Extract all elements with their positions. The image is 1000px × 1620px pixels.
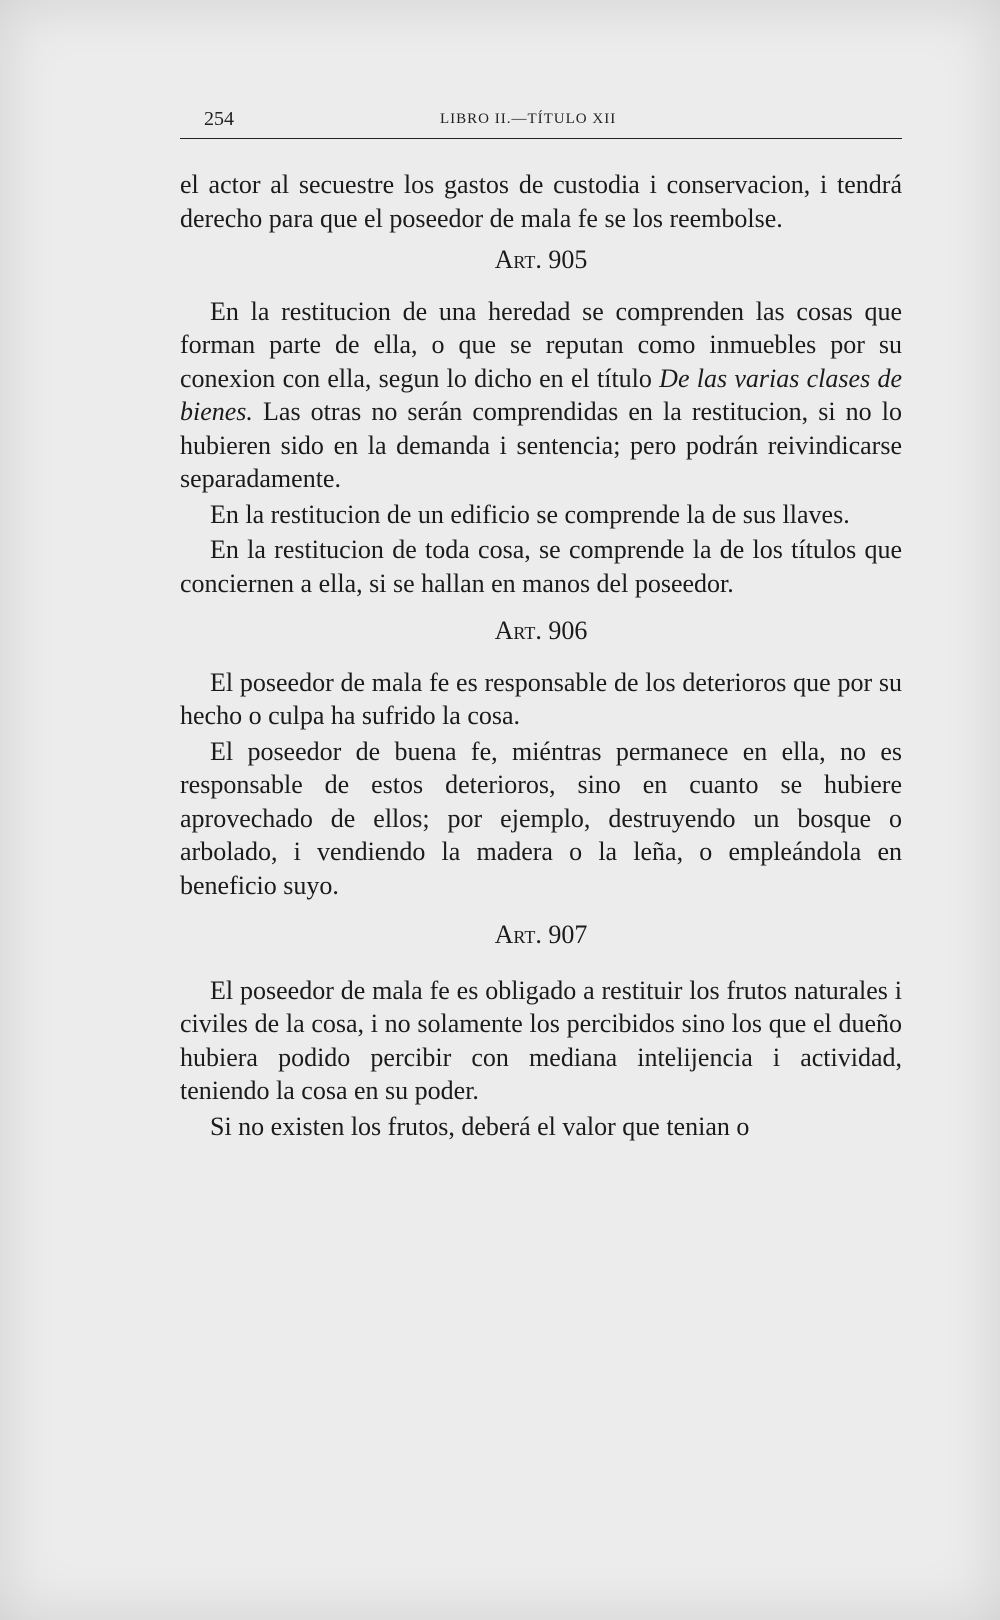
article-label: Art. [494, 245, 542, 274]
paragraph-text: Las otras no serán comprendidas en la restitucion, si no lo hubieren sido en la demanda i sentencia; pero podrán reivindicarse separadamente. [180, 397, 902, 493]
paragraph-text: En la restitucion de una heredad se comprenden las cosas que forman parte de ella, o que se reputan como inmuebles por su conexion con ella, segun lo dicho en el título [180, 296, 902, 393]
page-body [180, 168, 902, 1143]
article-number: 907 [548, 920, 588, 949]
continuation-paragraph: el actor al secuestre los gastos de custodia i conservacion, i tendrá derecho para que el poseedor de mala fe se los reembolse. [180, 170, 902, 233]
article-906-paragraph-1: El poseedor de mala fe es responsable de los deterioros que por su hecho o culpa ha sufrido la cosa. [180, 667, 902, 730]
article-905-paragraph-3: En la restitucion de toda cosa, se comprende la de los títulos que conciernen a ella, si se hallan en manos del poseedor. [180, 535, 902, 598]
article-905-paragraph-2: En la restitucion de un edificio se comprende la de sus llaves. [210, 499, 850, 529]
running-title: LIBRO II.—TÍTULO XII [440, 111, 617, 127]
article-906-heading [180, 614, 902, 648]
article-907-paragraph-1: El poseedor de mala fe es obligado a restituir los frutos naturales i civiles de la cosa, i no solamente los percibidos sino los que el dueño hubiera podido percibir con mediana intelijencia i actividad, teniendo la cosa en su poder. [180, 975, 902, 1105]
italic-title-reference: De las varias clases de bienes. [180, 363, 902, 426]
article-907-paragraph-2: Si no existen los frutos, deberá el valor que tenian o [210, 1111, 750, 1141]
article-number: 906 [548, 616, 588, 645]
article-number: 905 [548, 245, 588, 274]
article-label: Art. [494, 920, 542, 949]
article-905-heading [180, 243, 902, 277]
article-906-paragraph-2: El poseedor de buena fe, miéntras permanece en ella, no es responsable de estos deterioros, sino en cuanto se hubiere aprovechado de ellos; por ejemplo, destruyendo un bosque o arbolado, i vendiendo la madera o la leña, o empleándola en beneficio suyo. [180, 736, 902, 900]
page-number: 254 [204, 108, 234, 130]
article-907-heading [180, 918, 902, 952]
running-header [180, 108, 902, 139]
article-905-paragraph-1 [180, 295, 902, 496]
article-label: Art. [494, 616, 542, 645]
